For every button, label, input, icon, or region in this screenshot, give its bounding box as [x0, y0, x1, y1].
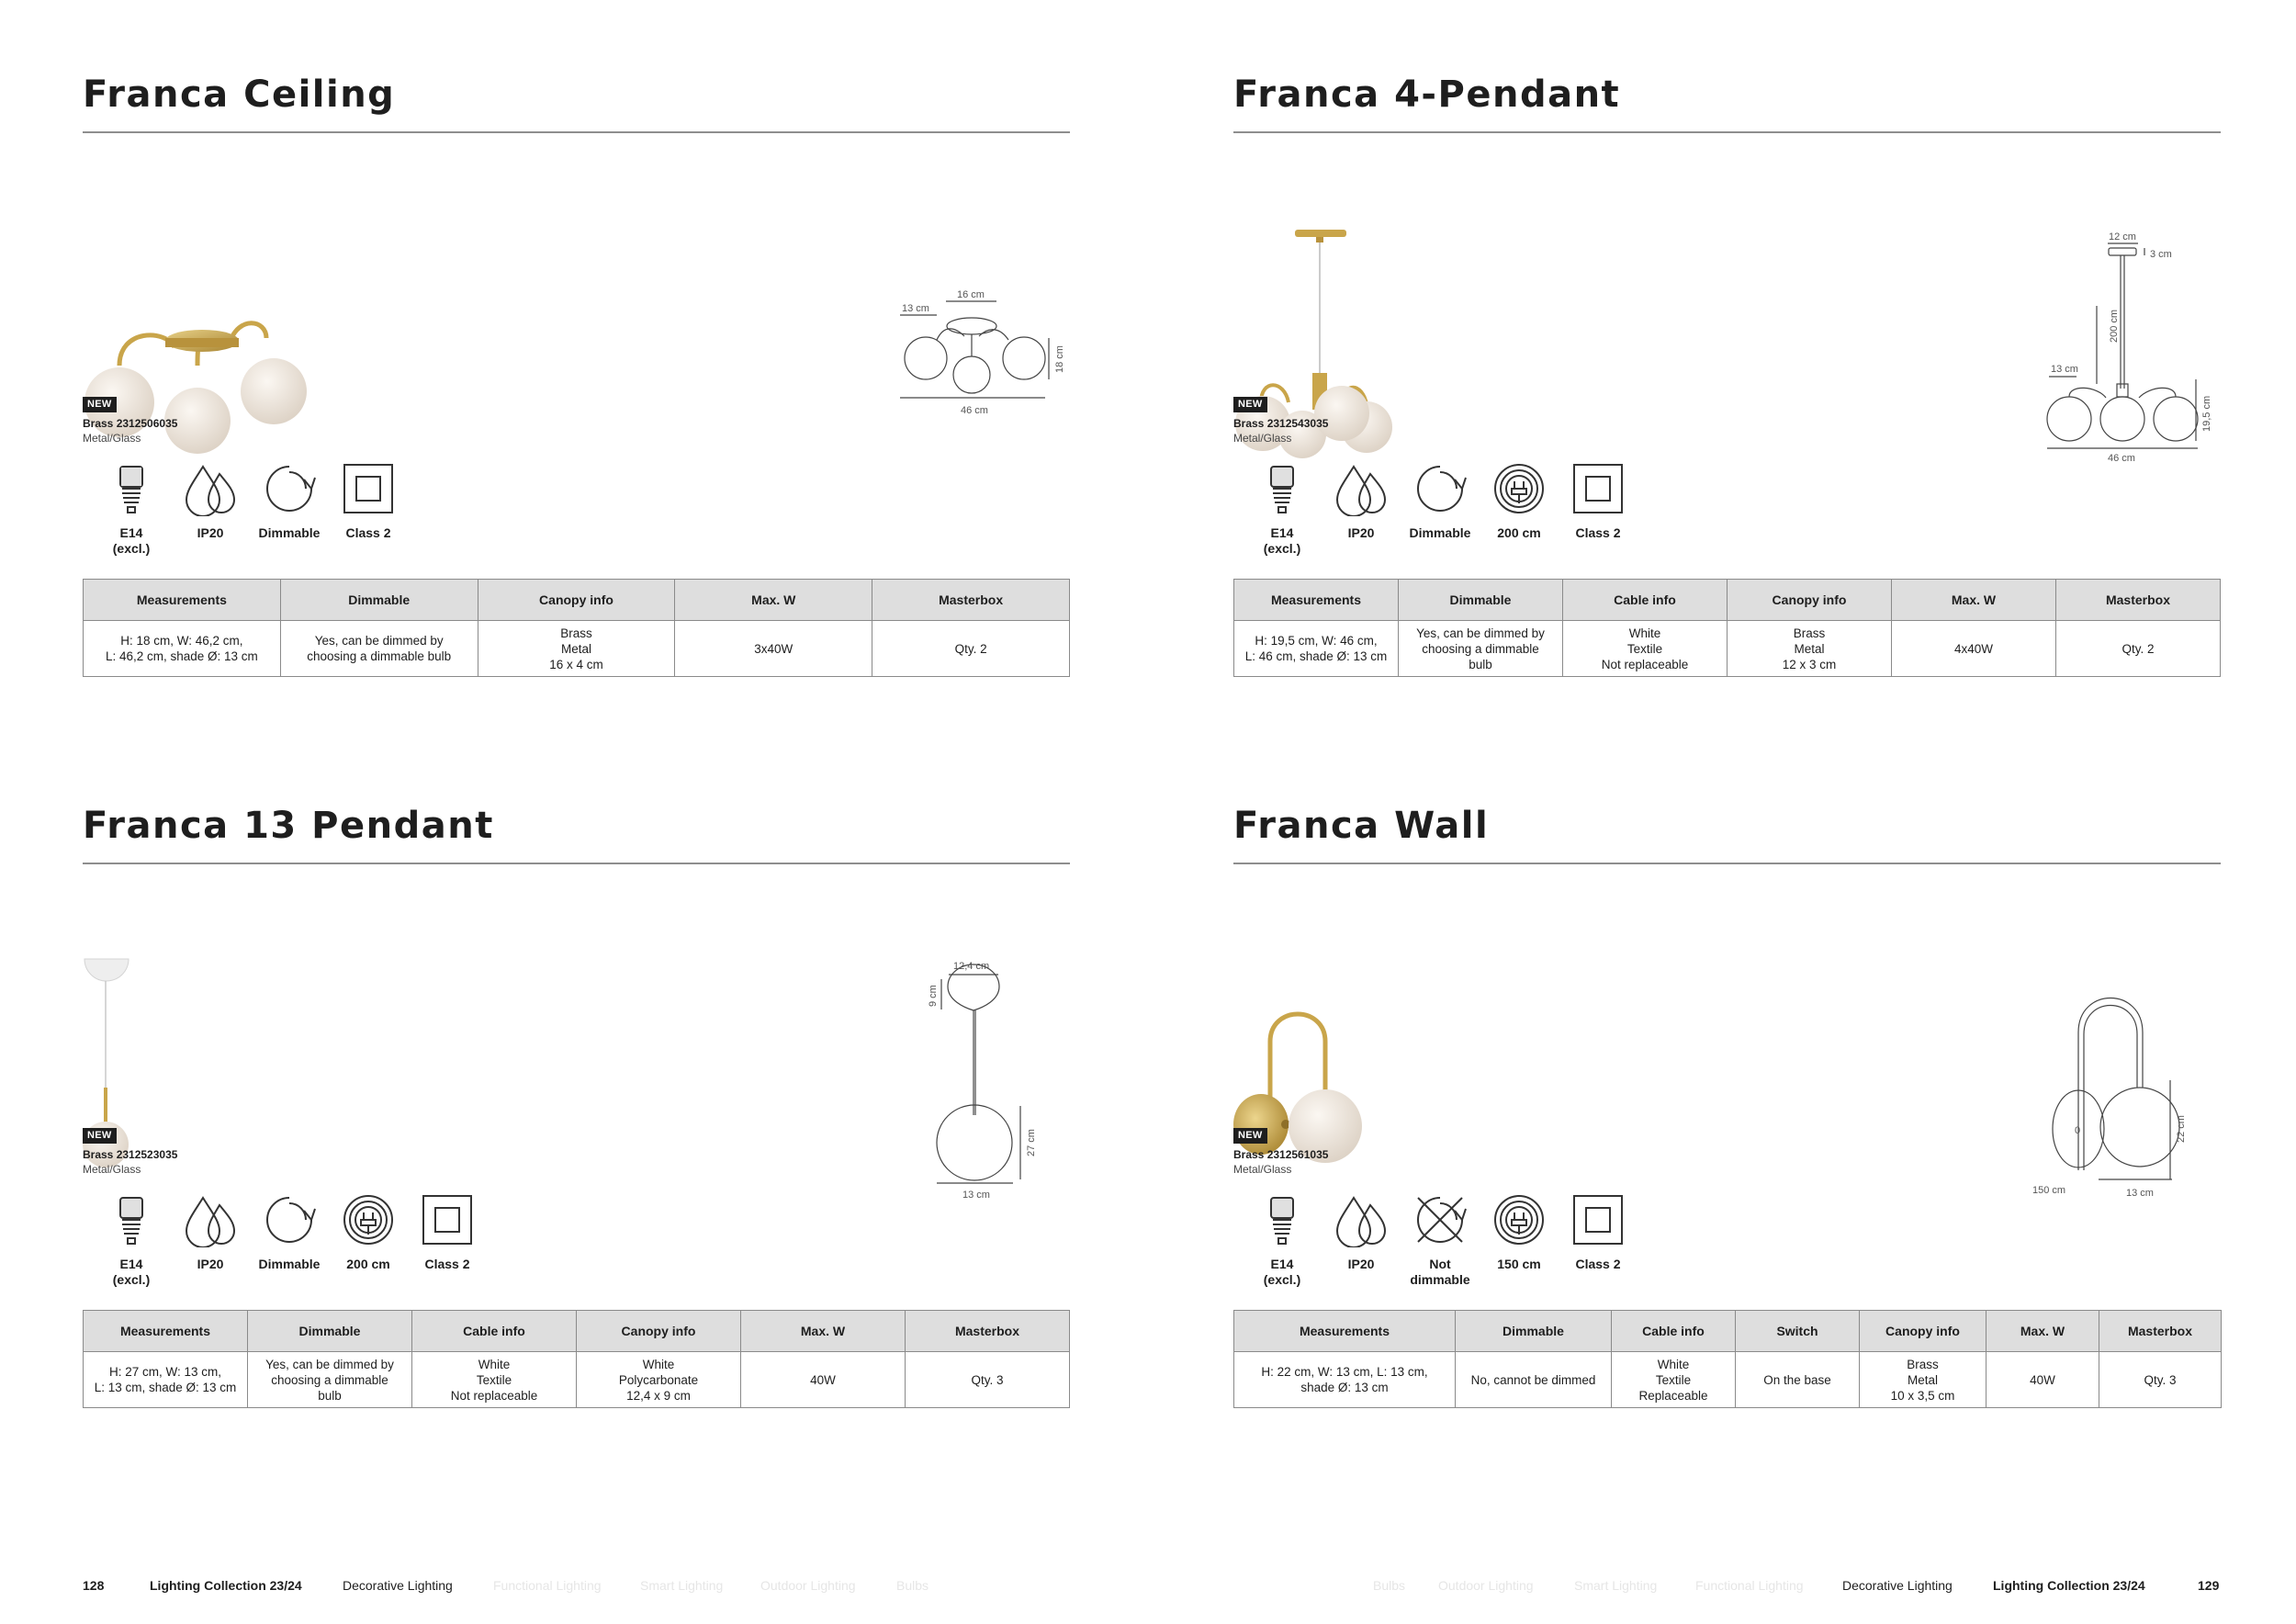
feature-ip20: [1322, 461, 1401, 541]
product-franca-wall: [1233, 803, 2221, 1519]
cell-canopy-info: Brass Metal 10 x 3,5 cm: [1860, 1352, 1986, 1408]
footer-nav-functional[interactable]: Functional Lighting: [1695, 1578, 1804, 1593]
cable-length-icon: [341, 1192, 396, 1247]
table-row: [1234, 621, 2221, 677]
col-masterbox: Masterbox: [906, 1311, 1070, 1352]
new-badge: NEW: [83, 397, 117, 412]
cell-cable-info: White Textile Not replaceable: [1563, 621, 1728, 677]
table-row: [84, 621, 1070, 677]
col-canopy-info: Canopy info: [1860, 1311, 1986, 1352]
feature-e14: [1243, 1192, 1322, 1288]
not-dimmable-icon: [1412, 1192, 1468, 1247]
dim-label-shade: 13 cm: [2051, 364, 2078, 375]
cell-cable-info: White Textile Not replaceable: [412, 1352, 577, 1408]
footer-nav-outdoor[interactable]: Outdoor Lighting: [760, 1578, 856, 1593]
table-row: [1234, 1352, 2222, 1408]
spec-table: [1233, 579, 2221, 677]
dim-label-height: 27 cm: [1026, 1129, 1037, 1156]
bulb-e14-icon: [104, 1192, 159, 1247]
product-title: Franca 13 Pendant: [83, 805, 494, 847]
product-franca-13-pendant: [83, 803, 1070, 1519]
col-dimmable: Dimmable: [280, 580, 478, 621]
cell-measurements: H: 22 cm, W: 13 cm, L: 13 cm, shade Ø: 13 cm: [1234, 1352, 1456, 1408]
feature-ip20: [171, 461, 250, 541]
new-badge: NEW: [1233, 397, 1267, 412]
feature-label: IP20: [197, 525, 224, 540]
col-measurements: Measurements: [1234, 1311, 1456, 1352]
feature-label: 200 cm: [1497, 525, 1541, 540]
dimension-drawing: [2042, 145, 2225, 467]
cable-length-icon: [1491, 461, 1547, 516]
dim-label-cable: 200 cm: [2109, 309, 2120, 343]
footer-nav-decorative[interactable]: Decorative Lighting: [343, 1578, 453, 1593]
footer-collection: Lighting Collection 23/24: [1993, 1578, 2145, 1593]
col-masterbox: Masterbox: [872, 580, 1070, 621]
feature-label: Dimmable: [258, 525, 321, 540]
col-switch: Switch: [1736, 1311, 1860, 1352]
ip20-drops-icon: [183, 461, 238, 516]
feature-class-2: [1559, 461, 1638, 541]
dim-label-height: 18 cm: [1054, 345, 1065, 373]
class-2-icon: [420, 1192, 475, 1247]
dimmable-icon: [1412, 461, 1468, 516]
feature-e14: [92, 461, 171, 557]
feature-label: E14 (excl.): [112, 1257, 151, 1287]
cell-dimmable: No, cannot be dimmed: [1456, 1352, 1612, 1408]
col-cable-info: Cable info: [1612, 1311, 1736, 1352]
product-sku: Brass 2312561035: [1233, 1148, 1329, 1161]
dim-label-cable: 150 cm: [2032, 1185, 2066, 1196]
title-divider: [83, 131, 1070, 133]
col-max-w: Max. W: [1986, 1311, 2099, 1352]
col-canopy-info: Canopy info: [577, 1311, 741, 1352]
feature-label: Dimmable: [1409, 525, 1471, 540]
page-number: 128: [83, 1578, 105, 1593]
product-title: Franca Ceiling: [83, 73, 396, 116]
cell-measurements: H: 27 cm, W: 13 cm, L: 13 cm, shade Ø: 13 cm: [84, 1352, 248, 1408]
feature-label: Dimmable: [258, 1257, 321, 1271]
spec-table: [83, 1310, 1070, 1408]
cell-max-w: 3x40W: [675, 621, 872, 677]
dim-label-height: 19,5 cm: [2201, 395, 2212, 432]
ip20-drops-icon: [183, 1192, 238, 1247]
feature-dimmable: [250, 1192, 329, 1272]
col-canopy-info: Canopy info: [1728, 580, 1892, 621]
title-divider: [83, 863, 1070, 864]
footer-nav-decorative[interactable]: Decorative Lighting: [1842, 1578, 1953, 1593]
dim-label-width: 46 cm: [961, 405, 988, 416]
cell-measurements: H: 18 cm, W: 46,2 cm, L: 46,2 cm, shade Ø: 13 cm: [84, 621, 281, 677]
feature-label: 200 cm: [346, 1257, 390, 1271]
feature-label: E14 (excl.): [1263, 525, 1301, 556]
page-number: 129: [2198, 1578, 2220, 1593]
product-sku: Brass 2312506035: [83, 417, 178, 430]
footer-nav-outdoor[interactable]: Outdoor Lighting: [1438, 1578, 1534, 1593]
bulb-e14-icon: [1255, 1192, 1310, 1247]
feature-not-dimmable: [1401, 1192, 1480, 1288]
class-2-icon: [1570, 461, 1626, 516]
dim-label-canopy: 16 cm: [957, 289, 985, 300]
cell-max-w: 40W: [741, 1352, 906, 1408]
footer-nav-smart[interactable]: Smart Lighting: [640, 1578, 724, 1593]
footer-collection: Lighting Collection 23/24: [150, 1578, 302, 1593]
dimmable-icon: [262, 1192, 317, 1247]
cell-masterbox: Qty. 3: [906, 1352, 1070, 1408]
feature-e14: [92, 1192, 171, 1288]
product-sku: Brass 2312543035: [1233, 417, 1329, 430]
spec-table: [1233, 1310, 2222, 1408]
title-divider: [1233, 131, 2221, 133]
cell-switch: On the base: [1736, 1352, 1860, 1408]
col-dimmable: Dimmable: [248, 1311, 412, 1352]
product-material: Metal/Glass: [1233, 1163, 1292, 1176]
dim-label-canopy: 12,4 cm: [953, 961, 990, 972]
feature-label: IP20: [197, 1257, 224, 1271]
new-badge: NEW: [83, 1128, 117, 1144]
cell-canopy-info: Brass Metal 16 x 4 cm: [478, 621, 675, 677]
dimension-drawing: [923, 876, 1107, 1198]
product-sku: Brass 2312523035: [83, 1148, 178, 1161]
footer-nav-functional[interactable]: Functional Lighting: [493, 1578, 602, 1593]
dim-label-width: 46 cm: [2108, 453, 2135, 464]
cell-masterbox: Qty. 2: [872, 621, 1070, 677]
col-masterbox: Masterbox: [2099, 1311, 2222, 1352]
spec-table: [83, 579, 1070, 677]
product-franca-4-pendant: [1233, 72, 2221, 788]
col-canopy-info: Canopy info: [478, 580, 675, 621]
feature-cable-length: [1480, 461, 1559, 541]
feature-label: 150 cm: [1497, 1257, 1541, 1271]
class-2-icon: [1570, 1192, 1626, 1247]
class-2-icon: [341, 461, 396, 516]
product-franca-ceiling: [83, 72, 1070, 788]
feature-label: Class 2: [1575, 525, 1621, 540]
feature-dimmable: [1401, 461, 1480, 541]
feature-label: Class 2: [424, 1257, 470, 1271]
product-material: Metal/Glass: [83, 432, 141, 445]
bulb-e14-icon: [104, 461, 159, 516]
cell-canopy-info: White Polycarbonate 12,4 x 9 cm: [577, 1352, 741, 1408]
product-material: Metal/Glass: [83, 1163, 141, 1176]
ip20-drops-icon: [1334, 461, 1389, 516]
product-title: Franca Wall: [1233, 805, 1490, 847]
feature-label: E14 (excl.): [112, 525, 151, 556]
cell-cable-info: White Textile Replaceable: [1612, 1352, 1736, 1408]
new-badge: NEW: [1233, 1128, 1267, 1144]
feature-ip20: [1322, 1192, 1401, 1272]
col-max-w: Max. W: [675, 580, 872, 621]
cell-dimmable: Yes, can be dimmed by choosing a dimmable bulb: [248, 1352, 412, 1408]
feature-label: Class 2: [345, 525, 391, 540]
bulb-e14-icon: [1255, 461, 1310, 516]
col-cable-info: Cable info: [412, 1311, 577, 1352]
feature-e14: [1243, 461, 1322, 557]
col-measurements: Measurements: [84, 1311, 248, 1352]
feature-label: E14 (excl.): [1263, 1257, 1301, 1287]
cell-dimmable: Yes, can be dimmed by choosing a dimmable bulb: [280, 621, 478, 677]
cell-max-w: 40W: [1986, 1352, 2099, 1408]
footer-nav-smart[interactable]: Smart Lighting: [1574, 1578, 1658, 1593]
cell-dimmable: Yes, can be dimmed by choosing a dimmable bulb: [1399, 621, 1563, 677]
dim-label-canopy-height: 9 cm: [928, 985, 939, 1007]
dim-label-height: 22 cm: [2176, 1115, 2187, 1143]
feature-dimmable: [250, 461, 329, 541]
product-title: Franca 4-Pendant: [1233, 73, 1621, 116]
dim-label-canopy: 12 cm: [2109, 231, 2136, 242]
ip20-drops-icon: [1334, 1192, 1389, 1247]
dimension-drawing: [891, 145, 1075, 467]
col-max-w: Max. W: [1892, 580, 2056, 621]
feature-class-2: [329, 461, 408, 541]
feature-label: IP20: [1347, 525, 1375, 540]
col-masterbox: Masterbox: [2056, 580, 2221, 621]
feature-ip20: [171, 1192, 250, 1272]
dim-label-switch: 0: [2075, 1125, 2081, 1136]
dim-label-shade: 13 cm: [902, 303, 929, 314]
cell-measurements: H: 19,5 cm, W: 46 cm, L: 46 cm, shade Ø: 13 cm: [1234, 621, 1399, 677]
cable-length-icon: [1491, 1192, 1547, 1247]
footer-nav-bulbs[interactable]: Bulbs: [896, 1578, 929, 1593]
dim-label-shade: 13 cm: [962, 1190, 990, 1198]
title-divider: [1233, 863, 2221, 864]
col-dimmable: Dimmable: [1399, 580, 1563, 621]
cell-masterbox: Qty. 3: [2099, 1352, 2222, 1408]
feature-class-2: [408, 1192, 487, 1272]
feature-label: Not dimmable: [1410, 1257, 1470, 1287]
feature-cable-length: [1480, 1192, 1559, 1272]
feature-label: IP20: [1347, 1257, 1375, 1271]
feature-cable-length: [329, 1192, 408, 1272]
dim-label-canopy-height: 3 cm: [2150, 249, 2172, 260]
col-cable-info: Cable info: [1563, 580, 1728, 621]
col-dimmable: Dimmable: [1456, 1311, 1612, 1352]
product-material: Metal/Glass: [1233, 432, 1292, 445]
footer-nav-bulbs[interactable]: Bulbs: [1373, 1578, 1406, 1593]
dimension-drawing: [2032, 876, 2216, 1198]
cell-masterbox: Qty. 2: [2056, 621, 2221, 677]
cell-max-w: 4x40W: [1892, 621, 2056, 677]
dim-label-shade: 13 cm: [2126, 1188, 2154, 1198]
dimmable-icon: [262, 461, 317, 516]
col-measurements: Measurements: [84, 580, 281, 621]
col-max-w: Max. W: [741, 1311, 906, 1352]
table-row: [84, 1352, 1070, 1408]
cell-canopy-info: Brass Metal 12 x 3 cm: [1728, 621, 1892, 677]
col-measurements: Measurements: [1234, 580, 1399, 621]
feature-label: Class 2: [1575, 1257, 1621, 1271]
feature-class-2: [1559, 1192, 1638, 1272]
